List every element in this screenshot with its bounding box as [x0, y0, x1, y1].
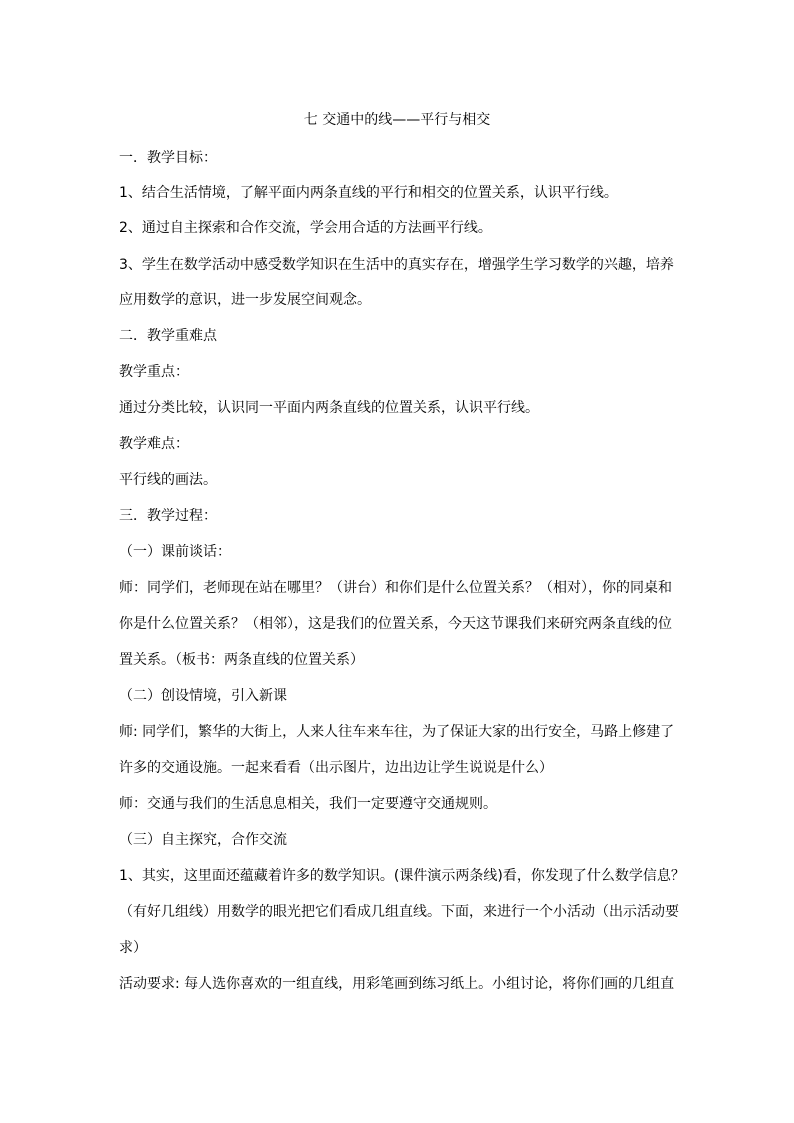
section-heading-objectives: 一．教学目标：: [119, 150, 217, 166]
activity-requirement: 活动要求: 每人选你喜欢的一组直线，用彩笔画到练习纸上。小组讨论，将你们画的几组直: [119, 976, 675, 992]
explore-line-1: 1、其实，这里面还蕴藏着许多的数学知识。(课件演示两条线)看，你发现了什么数学信息？: [119, 868, 685, 884]
dialogue-line-2: 你是什么位置关系？（相邻），这是我们的位置关系，今天这节课我们来研究两条直线的位: [119, 616, 672, 632]
objective-1: 1、结合生活情境，了解平面内两条直线的平行和相交的位置关系，认识平行线。: [119, 185, 618, 201]
introduce-line-2: 许多的交通设施。一起来看看（出示图片，边出边让学生说说是什么）: [119, 760, 553, 776]
objective-3-line-2: 应用数学的意识，进一步发展空间观念。: [119, 292, 371, 308]
introduce-line-1: 师: 同学们，繁华的大街上，人来人往车来车往，为了保证大家的出行安全，马路上修建了: [119, 724, 675, 740]
section-heading-key-points: 二．教学重难点: [119, 328, 217, 344]
document-title: 七 交通中的线——平行与相交: [303, 112, 491, 128]
difficulty-text: 平行线的画法。: [119, 472, 217, 488]
key-point-text: 通过分类比较，认识同一平面内两条直线的位置关系，认识平行线。: [119, 400, 539, 416]
difficulty-label: 教学难点：: [119, 436, 189, 452]
key-point-label: 教学重点：: [119, 364, 189, 380]
explore-line-3: 求）: [119, 940, 147, 956]
dialogue-line-1: 师：同学们，老师现在站在哪里？（讲台）和你们是什么位置关系？（相对），你的同桌和: [119, 580, 672, 596]
introduce-line-3: 师：交通与我们的生活息息相关，我们一定要遵守交通规则。: [119, 796, 497, 812]
subsection-pre-class-talk: （一）课前谈话：: [119, 544, 231, 560]
subsection-introduce: （二）创设情境，引入新课: [119, 688, 287, 704]
section-heading-process: 三．教学过程：: [119, 508, 217, 524]
objective-3-line-1: 3、学生在数学活动中感受数学知识在生活中的真实存在，增强学生学习数学的兴趣，培养: [119, 257, 674, 273]
explore-line-2: （有好几组线）用数学的眼光把它们看成几组直线。下面，来进行一个小活动（出示活动要: [119, 904, 679, 920]
objective-2: 2、通过自主探索和合作交流，学会用合适的方法画平行线。: [119, 220, 492, 236]
dialogue-line-3: 置关系。（板书：两条直线的位置关系）: [119, 652, 364, 668]
subsection-explore: （三）自主探究，合作交流: [119, 832, 287, 848]
